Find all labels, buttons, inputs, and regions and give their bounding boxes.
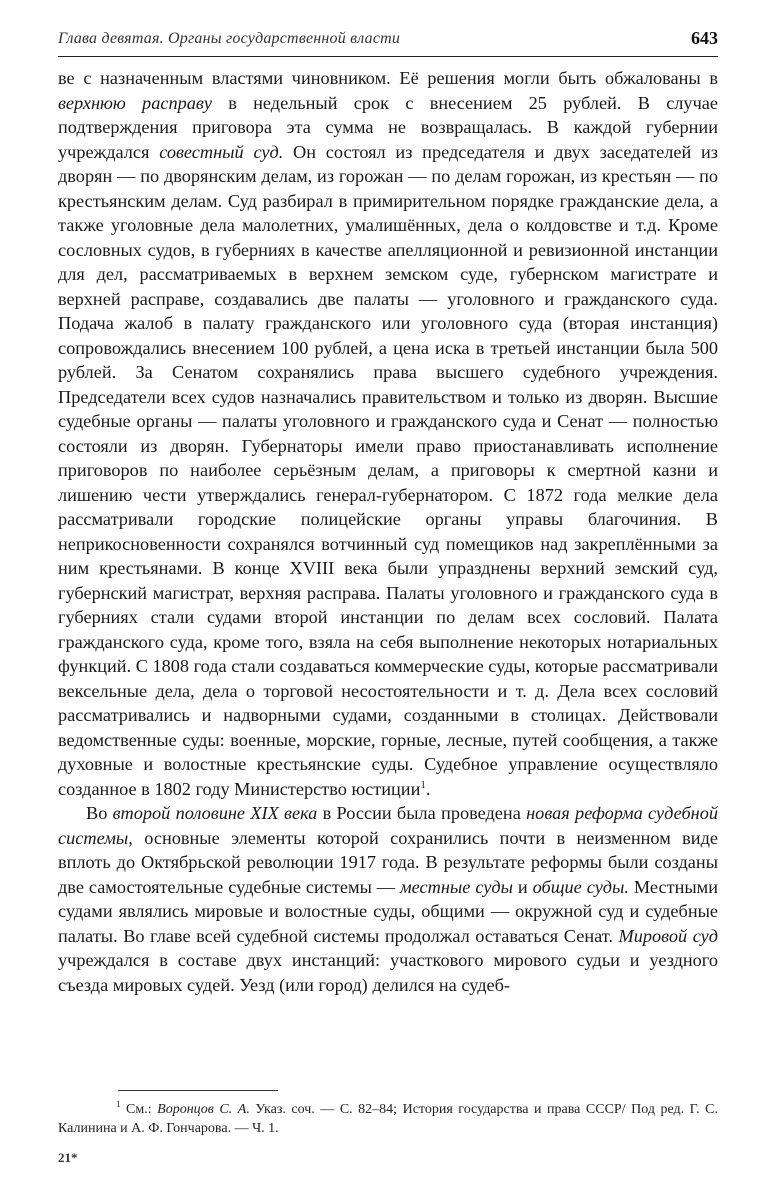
running-header <box>58 22 718 57</box>
text-run: Он состоял из председателя и двух заседателей из дворян — по дворянским делам, из горожан — по делам горожан, из крестьян — по крестьянским делам. Суд разбирал в примирительном порядке гражданские дела, а также уголовные дела малолетних, умалишённых, дела о колдовстве и т.д. Кроме сословных судов, в губерниях в качестве апелляционной и ревизионной инстанции для дел, рассматриваемых в верхнем земском суде, губернском магистрате и верхней расправе, создавались две палаты — уголовного и гражданского суда. Подача жалоб в палату гражданского или уголовного суда (вторая инстанция) сопровождались внесением 100 рублей, а цена иска в третьей инстанции была 500 рублей. За Сенатом сохранялись права высшего судебного учреждения. Председатели всех судов назначались правительством и только из дворян. Высшие судебные органы — палаты уголовного и гражданского суда и Сенат — полностью состояли из дворян. Губернаторы имели право приостанавливать исполнение приговоров по наиболее серьёзным делам, а приговоры к смертной казни и лишению чести утверждались генерал-губернатором. С 1872 года мелкие дела рассматривали городские полицейские органы управы благочиния. В неприкосновенности сохранялся вотчинный суд помещиков над закреплёнными за ним крестьянами. В конце XVIII века были упразднены верхний земский суд, губернский магистрат, верхняя расправа. Палаты уголовного и гражданского суда в губерниях стали судами второй инстанции по делам всех сословий. Палата гражданского суда, кроме того, взяла на себя выполнение некоторых нотариальных функций. С 1808 года стали создаваться коммерческие суды, которые рассматривали вексельные дела, дела о торговой несостоятельности и т. д. Дела всех сословий рассматривались и надворными судами, созданными в столицах. Действовали ведомственные суды: военные, морские, горные, лесные, путей сообщения, а также духовные и волостные крестьянские суды. Судебное управление осуществляло созданное в 1802 году Министерство юстиции <box>58 141 718 799</box>
footnote-reference[interactable]: 1 <box>420 778 426 791</box>
footnote <box>58 1100 718 1138</box>
footnote-text: Указ. соч. — С. 82–84; История государства и права СССР/ Под ред. Г. С. Калинина и А. Ф. Гончарова. — Ч. 1. <box>58 1102 719 1136</box>
signature-mark: 21* <box>58 1150 78 1165</box>
text-run: ве с назначенным властями чиновником. Её решения могли быть обжалованы в <box>58 68 718 88</box>
footnote-divider <box>118 1090 278 1091</box>
footnote-number: 1 <box>116 1099 121 1110</box>
italic-term: новая реформа судебной системы, <box>58 803 718 848</box>
text-run: . <box>425 778 431 799</box>
text-run: основные элементы которой сохранились почти в неизменном виде вплоть до Октябрьской революции 1917 года. В результате реформы были созданы две самостоятельные судебные системы — <box>58 827 718 897</box>
text-run: и <box>513 876 533 897</box>
italic-term: общие суды. <box>532 876 629 897</box>
paragraph-2 <box>58 801 718 997</box>
footnote-text: См.: <box>120 1102 158 1117</box>
text-run: в России была проведена <box>317 803 527 823</box>
footnote-author: Воронцов С. А. <box>157 1102 250 1117</box>
italic-term: совестный суд. <box>159 141 284 162</box>
italic-term: местные суды <box>399 876 514 897</box>
body-text <box>58 66 718 997</box>
text-run: в недельный срок с внесением 25 рублей. В случае подтверждения приговора эта сумма не возвращалась. В каждой губернии учреждался <box>58 92 718 162</box>
text-run: учреждался в составе двух инстанций: участкового мирового судьи и уездного съезда мировых судей. Уезд (или город) делился на судеб- <box>58 950 718 995</box>
chapter-title: Глава девятая. Органы государственной власти <box>58 30 401 47</box>
italic-term: Мировой суд <box>618 925 718 946</box>
italic-term: второй половине XIX века <box>112 803 318 823</box>
text-run: Местными судами являлись мировые и волостные суды, общими — окружной суд и судебные палаты. Во главе всей судебной системы продолжал оставаться Сенат. <box>58 876 718 946</box>
paragraph-1 <box>58 66 718 801</box>
italic-term: верхнюю расправу <box>58 92 212 113</box>
page-number: 643 <box>691 28 718 48</box>
text-run: Во <box>86 803 113 823</box>
